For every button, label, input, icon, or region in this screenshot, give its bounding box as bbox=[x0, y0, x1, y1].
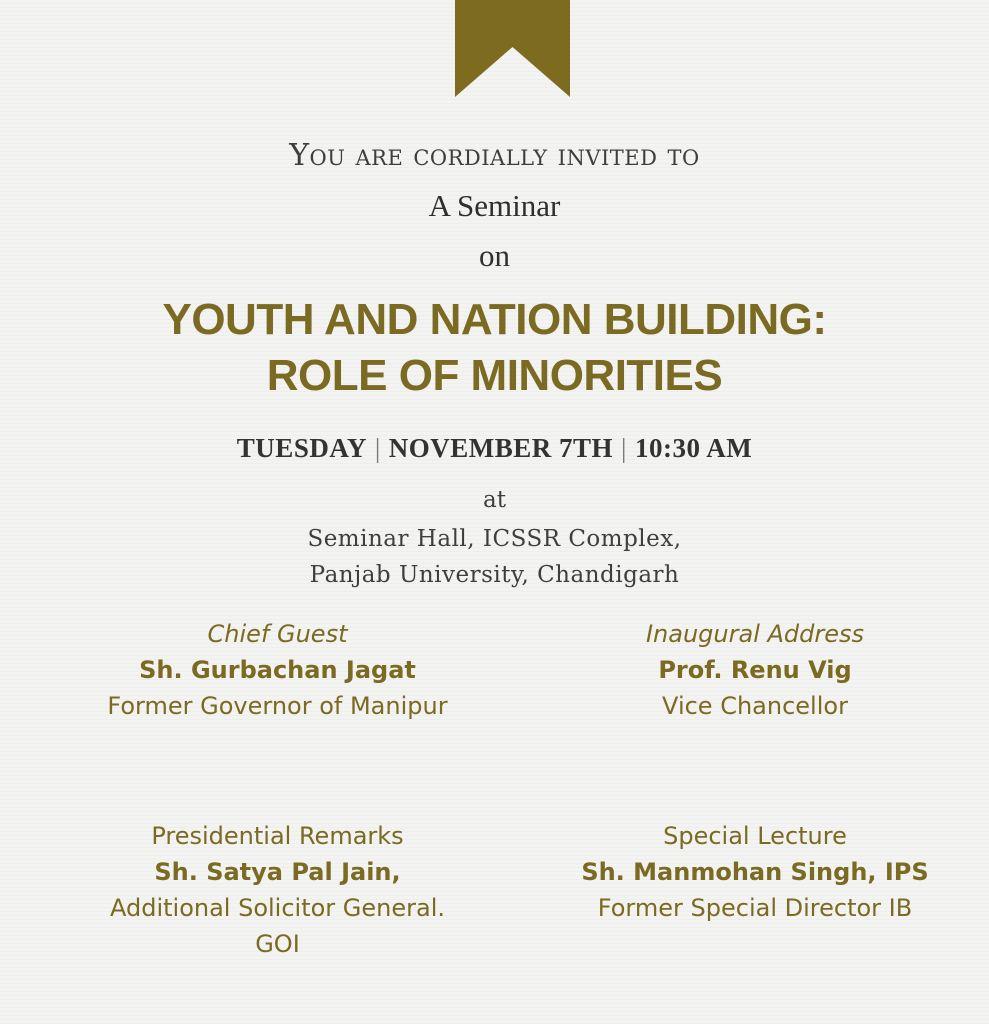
bookmark-ribbon-icon bbox=[455, 0, 570, 97]
chief-guest-name: Sh. Gurbachan Jagat bbox=[139, 656, 416, 684]
venue-line-1: Seminar Hall, ICSSR Complex, bbox=[307, 526, 682, 552]
chief-guest-designation: Former Governor of Manipur bbox=[107, 692, 448, 720]
separator: | bbox=[621, 433, 627, 463]
presidential-role: Presidential Remarks bbox=[151, 822, 404, 850]
special-lecture-designation: Former Special Director IB bbox=[597, 894, 913, 922]
chief-guest-role: Chief Guest bbox=[207, 620, 348, 648]
event-day: TUESDAY bbox=[236, 433, 367, 463]
inaugural-role: Inaugural Address bbox=[645, 620, 865, 648]
chief-guest-block bbox=[40, 616, 515, 724]
seminar-title-line-1: YOUTH AND NATION BUILDING: bbox=[162, 295, 827, 344]
venue-at-text: at bbox=[483, 487, 506, 513]
presidential-designation-line-1: Additional Solicitor General. bbox=[109, 894, 446, 922]
presidential-name: Sh. Satya Pal Jain, bbox=[154, 858, 401, 886]
special-lecture-name: Sh. Manmohan Singh, IPS bbox=[581, 858, 929, 886]
event-type: A Seminar bbox=[428, 188, 561, 223]
event-schedule bbox=[0, 430, 989, 466]
presidential-designation-line-2: GOI bbox=[255, 930, 300, 958]
seminar-title bbox=[0, 292, 989, 404]
separator: | bbox=[374, 433, 381, 463]
event-date: NOVEMBER 7TH bbox=[388, 433, 614, 463]
invitation-line: You are cordially invited to bbox=[289, 138, 700, 173]
event-time: 10:30 AM bbox=[634, 433, 753, 463]
connector-text: on bbox=[479, 238, 510, 273]
special-lecture-role: Special Lecture bbox=[663, 822, 847, 850]
venue-line-2: Panjab University, Chandigarh bbox=[309, 562, 680, 588]
seminar-title-line-2: ROLE OF MINORITIES bbox=[266, 351, 723, 400]
special-lecture-block bbox=[520, 818, 989, 926]
inaugural-name: Prof. Renu Vig bbox=[658, 656, 852, 684]
presidential-remarks-block bbox=[40, 818, 515, 962]
inaugural-designation: Vice Chancellor bbox=[662, 692, 848, 720]
inaugural-address-block bbox=[520, 616, 989, 724]
